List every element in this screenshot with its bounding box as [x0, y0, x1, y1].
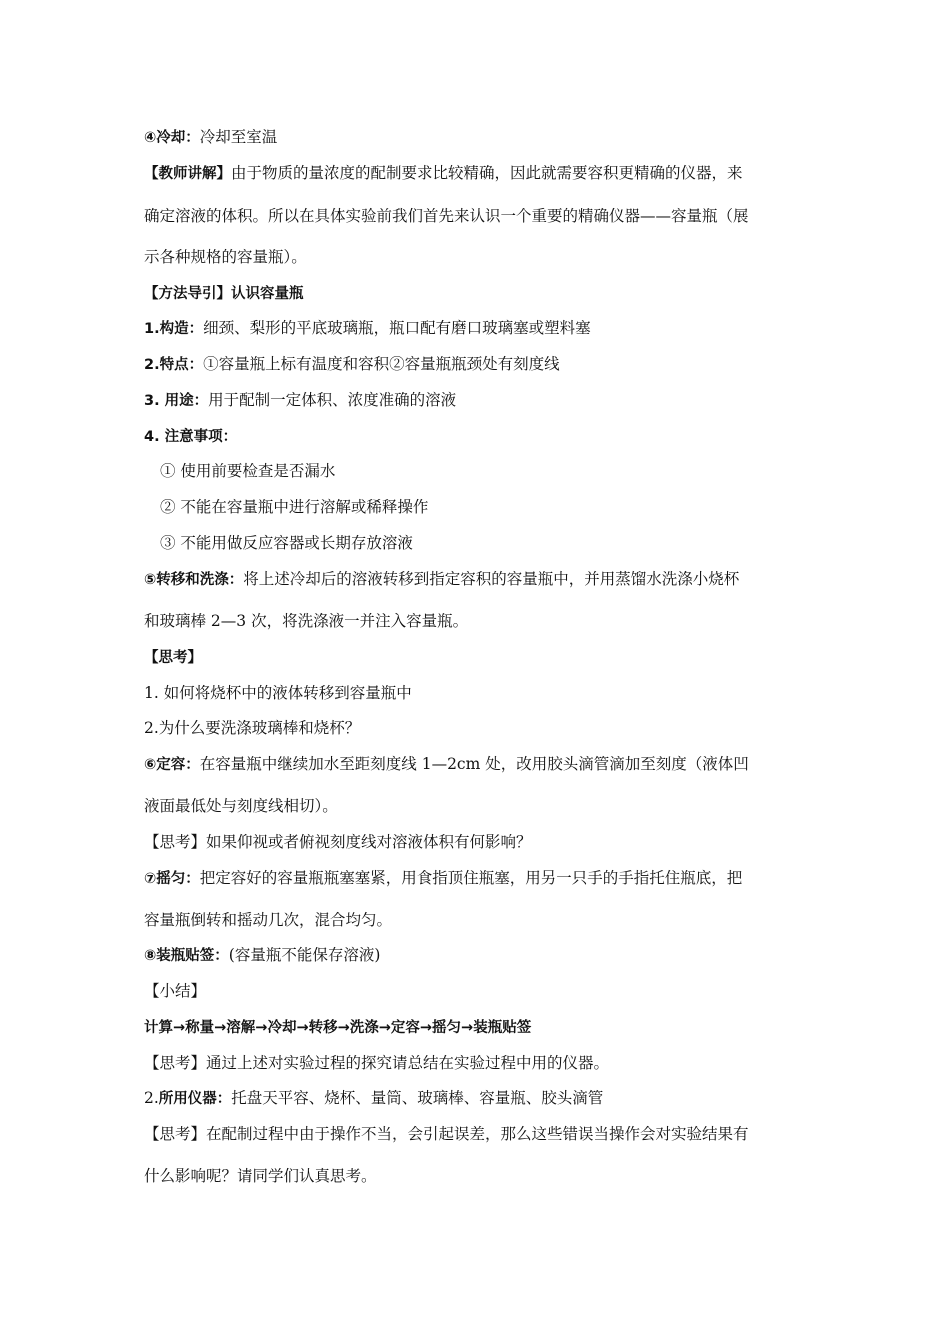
- structure-line: [144, 317, 814, 340]
- think-line-4: 【思考】在配制过程中由于操作不当，会引起误差，那么这些错误当操作会对实验结果有: [144, 1125, 749, 1143]
- precautions-heading: [144, 425, 814, 448]
- structure-text: 细颈、梨形的平底玻璃瓶，瓶口配有磨口玻璃塞或塑料塞: [203, 319, 591, 337]
- precaution-item-2: ② 不能在容量瓶中进行溶解或稀释操作: [160, 498, 429, 516]
- summary-heading: 【小结】: [144, 982, 207, 1000]
- precaution-item-1: ① 使用前要检查是否漏水: [160, 462, 336, 480]
- structure-label: 1.构造：: [144, 321, 204, 337]
- teacher-explain-line-1: [144, 162, 814, 185]
- instruments-prefix: 2.: [144, 1089, 159, 1107]
- usage-label: 3. 用途：: [144, 393, 209, 409]
- teacher-explain-line-2: 确定溶液的体积。所以在具体实验前我们首先来认识一个重要的精确仪器——容量瓶（展: [144, 207, 749, 225]
- step-volume-label: ⑥定容：: [144, 757, 200, 773]
- think-heading-1: [144, 646, 814, 669]
- think-line-2: 【思考】如果仰视或者俯视刻度线对溶液体积有何影响？: [144, 833, 532, 851]
- step-transfer-text: 将上述冷却后的溶液转移到指定容积的容量瓶中，并用蒸馏水洗涤小烧杯: [243, 570, 740, 588]
- precautions-label: 4. 注意事项：: [144, 429, 238, 445]
- step-volume-line-1: [144, 753, 814, 776]
- step-volume-line-2: 液面最低处与刻度线相切）。: [144, 797, 338, 815]
- step-transfer-line-2: 和玻璃棒 2—3 次，将洗涤液一并注入容量瓶。: [144, 612, 469, 630]
- features-line: [144, 353, 814, 376]
- step-shake-line-1: [144, 867, 814, 890]
- teacher-explain-label: 【教师讲解】: [144, 166, 231, 182]
- think-question-2: 2.为什么要洗涤玻璃棒和烧杯？: [144, 719, 361, 737]
- step-cooling-label: ④冷却：: [144, 130, 200, 146]
- instruments-line: [144, 1087, 814, 1110]
- step-volume-text: 在容量瓶中继续加水至距刻度线 1—2cm 处，改用胶头滴管滴加至刻度（液体凹: [199, 755, 749, 773]
- summary-flow: [144, 1016, 814, 1039]
- think-line-3: 【思考】通过上述对实验过程的探究请总结在实验过程中用的仪器。: [144, 1054, 610, 1072]
- usage-text: 用于配制一定体积、浓度准确的溶液: [208, 391, 457, 409]
- think-line-5: 什么影响呢？请同学们认真思考。: [144, 1167, 377, 1185]
- step-cooling-text: 冷却至室温: [199, 128, 278, 146]
- step-cooling-line: [144, 126, 814, 149]
- features-text: ①容量瓶上标有温度和容积②容量瓶瓶颈处有刻度线: [203, 355, 560, 373]
- teacher-explain-text-1: 由于物质的量浓度的配制要求比较精确，因此就需要容积更精确的仪器，来: [231, 164, 743, 182]
- step-bottle-line: [144, 944, 814, 967]
- step-bottle-text: (容量瓶不能保存溶液): [228, 946, 381, 964]
- step-shake-label: ⑦摇匀：: [144, 871, 200, 887]
- summary-flow-text: 计算→称量→溶解→冷却→转移→洗涤→定容→摇匀→装瓶贴签: [144, 1020, 532, 1036]
- think-question-1: 1. 如何将烧杯中的液体转移到容量瓶中: [144, 684, 412, 702]
- think-label-1: 【思考】: [144, 650, 202, 666]
- teacher-explain-line-3: 示各种规格的容量瓶）。: [144, 248, 307, 266]
- method-guide-label: 【方法导引】认识容量瓶: [144, 286, 304, 302]
- instruments-text: 托盘天平容、烧杯、量筒、玻璃棒、容量瓶、胶头滴管: [231, 1089, 604, 1107]
- usage-line: [144, 389, 814, 412]
- step-transfer-label: ⑤转移和洗涤：: [144, 572, 244, 588]
- step-shake-text: 把定容好的容量瓶瓶塞塞紧，用食指顶住瓶塞，用另一只手的手指托住瓶底，把: [199, 869, 743, 887]
- step-shake-line-2: 容量瓶倒转和摇动几次，混合均匀。: [144, 911, 393, 929]
- features-label: 2.特点：: [144, 357, 204, 373]
- instruments-label: 所用仪器：: [158, 1091, 232, 1107]
- step-transfer-line-1: [144, 568, 814, 591]
- precaution-item-3: ③ 不能用做反应容器或长期存放溶液: [160, 534, 413, 552]
- step-bottle-label: ⑧装瓶贴签：: [144, 948, 229, 964]
- method-guide-heading: [144, 282, 814, 305]
